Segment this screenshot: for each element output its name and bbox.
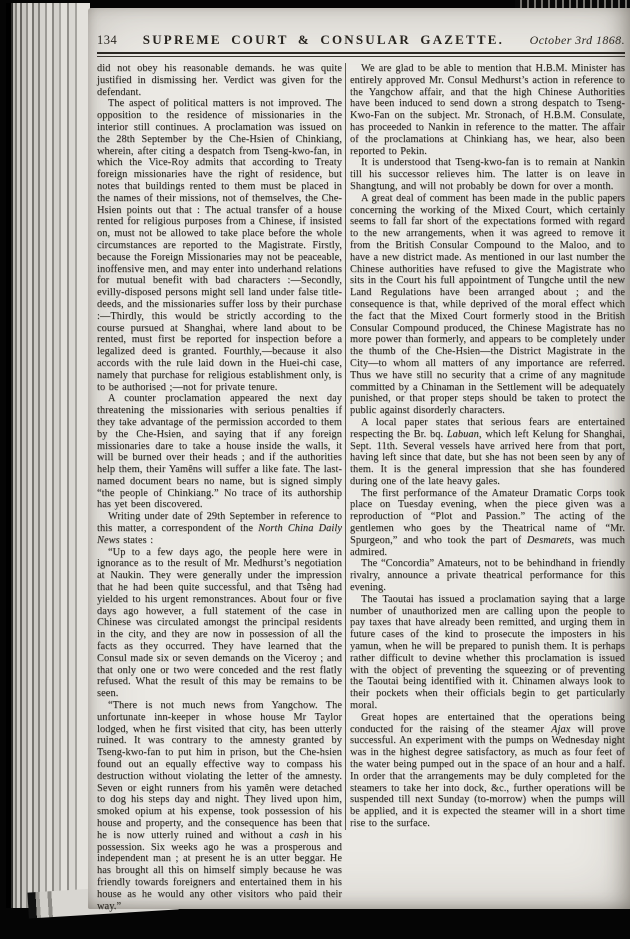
paragraph: We are glad to be able to mention that H.B.M. Minister has entirely approved Mr. Consul Medhurst’s action in reference to the Yangchow affair, and that the high Chinese Authorities have been induced to send down a strong despatch to Tseng-Kwo-Fan on the subject. Mr. Stronach, of H.B.M. Consulate, has proceeded to Nankin in reference to the matter. The affair of the proclamations at Chinkiang has, we hear, also been reported to Pekin. (350, 63, 625, 157)
italic-text: North China Daily News (97, 523, 342, 546)
page-number: 134 (97, 33, 118, 47)
italic-text: Labuan (446, 428, 479, 440)
page-content (97, 8, 625, 912)
gazette-title: SUPREME COURT & CONSULAR GAZETTE. (142, 32, 505, 47)
paragraph: did not obey his reasonable demands. he was quite justified in dismissing her. Verdict was given for the defendant. (97, 63, 342, 98)
book-page-edges (6, 3, 90, 908)
left-column (97, 63, 345, 912)
italic-text: Desmarets (526, 534, 572, 546)
paragraph: The Taoutai has issued a proclamation saying that a large number of unauthorized men are calling upon the people to pay taxes that have already been remitted, and urging them in future cases of the kind to prosecute the imposters in his yamun, when he will be prepared to punish them. It is perhaps rather difficult to devine whether this proclamation is issued with the object of preventing the squeezing or of preventing the Taoutai being identified with it. Chinamen always look to their pockets when their officials begin to get particularly moral. (350, 593, 625, 712)
paragraph: The first performance of the Amateur Dramatic Corps took place on Tuesday evening, when the piece given was a reproduction of “Plot and Passion.” The acting of the gentlemen who goes by the Theatrical name of “Mr. Spurgeon,” and who took the part of Desmarets, was much admired. (350, 487, 625, 558)
paragraph: A great deal of comment has been made in the public papers concerning the working of the Mixed Court, which certainly seems to fall far short of the expectations formed with regard to the new arrangements, when it was agreed to remove it from the British Consular Compound to the Maloo, and to have a new district made. As mentioned in our last number the Chinese authorities have refused to give the Magistrate who sits in the Court his full appointment of Tungche until the new Land Regulations have been arranged about ; and the consequence is that, while deprived of the moral effect which the fact that the Mixed Court formerly stood in the British Consular Compound produced, the Chinese Magistrate has no more power than formerly, and appears to be completely under the thumb of the Che-Hsien—the District Magistrate in the City—to whom all matters of any importance are referred. Thus we have still no security that a crime of any magnitude committed by a Chinaman in the Settlement will be adequately punished, or that proper steps should be taken to protect the public against disorderly characters. (350, 192, 625, 417)
issue-date: October 3rd 1868. (529, 33, 625, 47)
paragraph: Writing under date of 29th September in reference to this matter, a correspondent of the North China Daily News states : (97, 511, 342, 546)
paragraph: The “Concordia” Amateurs, not to be behindhand in friendly rivalry, announce a private theatrical performance for this evening. (350, 558, 625, 594)
paragraph: “There is not much news from Yangchow. The unfortunate inn-keeper in whose house Mr Taylor lodged, when he first visited that city, has been utterly ruined. It was contrary to the amnesty granted by Tseng-kwo-fan to put him in prison, but the Che-hsien found out an equally effective way to compass his destruction without violating the letter of the amnesty. Seven or eight runners from his yamên were detached to dog his steps day and night. They lived upon him, smoked opium at his expense, took possession of his house and property, and the consequence has been that he is now utterly ruined and without a cash in his possession. Six weeks ago he was a prosperous and independent man ; at present he is an utter beggar. He has brought all this on himself simply because he was friendly towards foreigners and entertained them in his house as he would any other visitors who paid their way.” (97, 700, 342, 912)
right-column (345, 63, 625, 830)
paragraph: Great hopes are entertained that the operations being conducted for the raising of the steamer Ajax will prove successful. An experiment with the pumps on Wednesday night was in the highest degree satisfactory, as much as four feet of the water being pumped out in the space of an hour and a half. In order that the arrangements may be duly completed for the steamers to take her into dock, &c., further operations will be suspended till next Sunday (to-morrow) when the pumps will be applied, and it is expected the steamer will in a short time rise to the surface. (350, 711, 625, 829)
masthead-double-rule (97, 52, 625, 57)
paragraph: It is understood that Tseng-kwo-fan is to remain at Nankin till his successor relieves him. The latter is on leave in Shangtung, and will not probably be down for over a month. (350, 157, 625, 192)
paragraph: The aspect of political matters is not improved. The opposition to the residence of missionaries in the interior still continues. A proclamation was issued on the 28th September by the Che-Hsien of Chinkiang, wherein, after citing a despatch from Tseng-kwo-fan, in which the Vice-Roy admits that according to Treaty foreign missionaries have the right of residence, but notes that buildings rented to them must be placed in the names of their missions, not of themselves, the Che-Hsien points out that : The actual transfer of a house rented for religious purposes from a Chinese, if insisted on, must not be allowed to take place before the whole circumstances are reported to the Magistrate. Firstly, because the Foreign Missionaries may not be peaceable, inoffensive men, and may enter into underhand relations for mutual benefit with bad characters :—Secondly, evilly-disposed persons might sell land under false title-deeds, and the missionaries suffer loss by their purchase :—Thirdly, this would be strictly according to the course pursued at Shanghai, where land about to be rented, must first be reported for inspection before a legalized deed is granted. Fourthly,—because it also accords with the rule laid down in the Huei-chi case, namely that purchase for religious establishment only, is to be authorised ;—not for private tenure. (97, 98, 342, 393)
italic-text: Ajax (551, 723, 571, 735)
italic-text: cash (289, 829, 309, 841)
paragraph: A local paper states that serious fears are entertained respecting the Br. bq. Labuan, which left Kelung for Shanghai, Sept. 11th. Several vessels have arrived here from that port, having left since that date, but she has not been seen by any of them. It is the general impression that she has foundered during one of the late heavy gales. (350, 416, 625, 487)
gazette-page (88, 8, 630, 912)
masthead (97, 8, 625, 48)
paragraph: “Up to a few days ago, the people here were in ignorance as to the result of Mr. Medhurst’s negotiation at Naukin. They were generally under the impression that he had been quite successful, and that Tsêng had yielded to his urgent remonstrances. About four or five days ago however, a full statement of the case in Chinese was circulated amongst the principal residents in the city, and they are now in possession of all the facts as they occurred. They have learned that the Consul made six or seven demands on the Viceroy ; and that only one or two were conceded and the rest flatly refused. What the result of this may be remains to be seen. (97, 546, 342, 700)
paragraph: A counter proclamation appeared the next day threatening the missionaries with serious penalties if they take advantage of the permission accorded to them by the Che-Hsien, and saying that if any foreign missionaries dare to take a house inside the walls, it will be burned over their heads ; and if the authorities help them, their Yamêns will suffer a like fate. The last-named document bears no name, but is signed simply “the people of Chinkiang.” No trace of its authorship has yet been discovered. (97, 393, 342, 511)
text-columns (97, 63, 625, 912)
